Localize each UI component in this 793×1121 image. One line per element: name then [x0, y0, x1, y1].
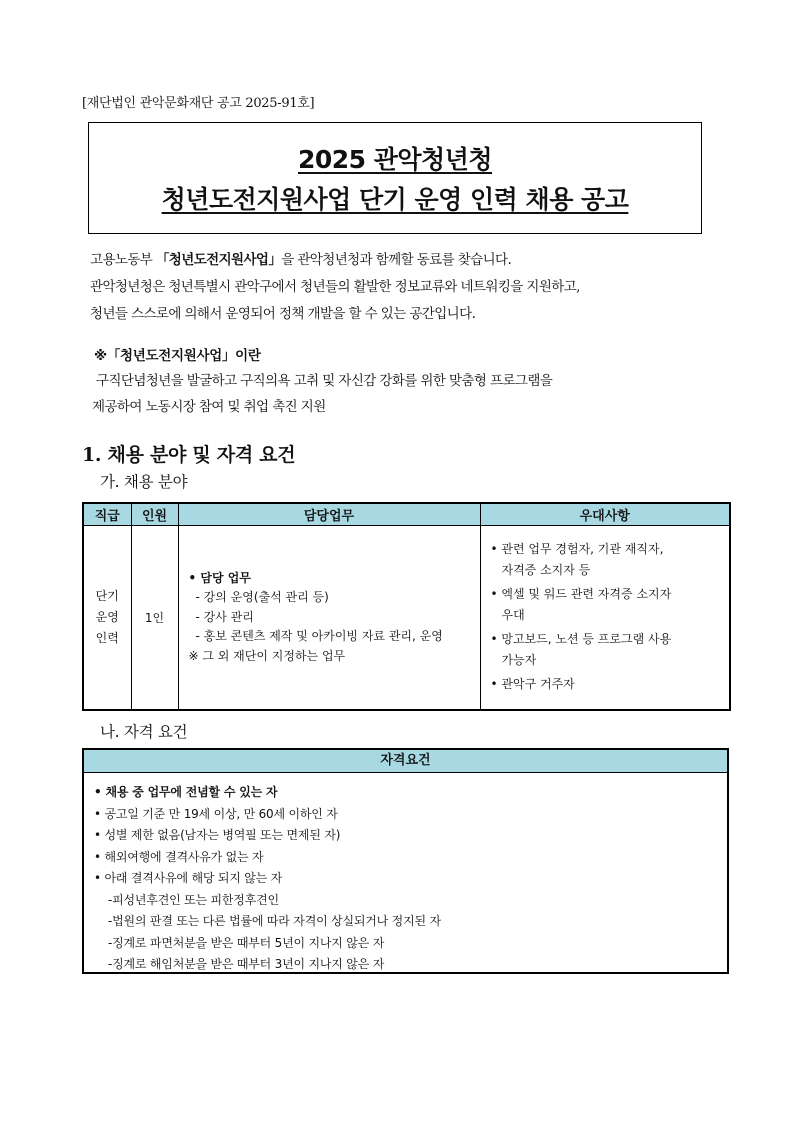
intro-line-3: 청년들 스스로에 의해서 운영되어 정책 개발을 할 수 있는 공간입니다.: [90, 306, 476, 322]
duty-note: ※ 그 외 재단이 지정하는 업무: [188, 648, 346, 663]
preference-item: [491, 629, 730, 671]
recruit-table: [82, 502, 731, 711]
preference-text: 자격증 소지자 등: [501, 562, 591, 577]
rank-text: 인력: [95, 631, 119, 645]
requirements-box: [82, 748, 729, 974]
definition-line-1: 구직단념청년을 발굴하고 구직의욕 고취 및 자신감 강화를 위한 맞춤형 프로그램을: [96, 373, 553, 389]
intro-paragraph: [90, 247, 710, 328]
duty-item: - 강의 운영(출석 관리 등): [195, 590, 329, 605]
preference-cell: [480, 526, 730, 711]
preference-text: 가능자: [501, 652, 537, 667]
program-name: 「청년도전지원사업」: [155, 252, 282, 268]
preference-text: • 관련 업무 경험자, 기관 재직자,: [490, 541, 664, 556]
rank-cell: [83, 526, 131, 711]
disqualification-item: -징계로 해임처분을 받은 때부터 3년이 지나지 않은 자: [108, 957, 385, 971]
preference-item: [491, 584, 730, 626]
table-header-row: [83, 503, 730, 526]
title-line-1: 2025 관악청년청: [297, 145, 493, 174]
requirement-item: • 채용 중 업무에 전념할 수 있는 자: [94, 785, 278, 799]
header-count: 인원: [131, 503, 178, 526]
count-cell: 1인: [131, 526, 178, 711]
rank-text: 단기: [95, 589, 119, 603]
header-rank: 직급: [83, 503, 131, 526]
title-box: [88, 122, 702, 234]
section-heading: 1. 채용 분야 및 자격 요건: [82, 444, 296, 466]
preference-item: [491, 539, 730, 581]
requirement-item: • 성별 제한 없음(남자는 병역필 또는 면제된 자): [94, 828, 341, 842]
requirements-list: [84, 773, 727, 976]
header-preference: 우대사항: [480, 503, 730, 526]
preference-text: • 엑셀 및 워드 관련 자격증 소지자: [490, 586, 672, 601]
header-duty: 담당업무: [178, 503, 480, 526]
intro-text: 을 관악청년청과 함께할 동료를 찾습니다.: [281, 252, 512, 268]
definition-title: ※「청년도전지원사업」이란: [94, 348, 261, 364]
requirement-item: • 공고일 기준 만 19세 이상, 만 60세 이하인 자: [94, 806, 338, 821]
preference-text: • 관악구 거주자: [490, 676, 575, 691]
duty-item: - 강사 관리: [195, 609, 254, 624]
definition-line-2: 제공하여 노동시장 참여 및 취업 촉진 지원: [92, 399, 326, 415]
disqualification-item: -법원의 판결 또는 다른 법률에 따라 자격이 상실되거나 정지된 자: [108, 914, 441, 928]
requirement-item: • 해외여행에 결격사유가 없는 자: [94, 849, 264, 864]
subheading-recruit-field: 가. 채용 분야: [100, 473, 188, 491]
intro-line-1: [90, 247, 710, 274]
requirements-header: 자격요건: [84, 750, 727, 773]
title-line-2: 청년도전지원사업 단기 운영 인력 채용 공고: [161, 185, 629, 214]
duty-item: - 홍보 콘텐츠 제작 및 아카이빙 자료 관리, 운영: [195, 629, 443, 644]
preference-text: 우대: [501, 607, 525, 622]
preference-text: • 망고보드, 노션 등 프로그램 사용: [490, 631, 672, 646]
rank-text: 운영: [95, 610, 119, 624]
definition-body: [92, 368, 712, 420]
preference-item: [491, 674, 730, 695]
table-row: [83, 526, 730, 711]
intro-line-2: 관악청년청은 청년특별시 관악구에서 청년들의 활발한 정보교류와 네트워킹을 지원하고,: [90, 279, 580, 295]
notice-number: [재단법인 관악문화재단 공고 2025-91호]: [82, 96, 315, 111]
subheading-qualifications: 나. 자격 요건: [100, 723, 188, 741]
intro-text: 고용노동부: [90, 252, 156, 268]
duty-heading: • 담당 업무: [188, 570, 251, 585]
disqualification-item: -징계로 파면처분을 받은 때부터 5년이 지나지 않은 자: [108, 935, 385, 950]
requirement-item: • 아래 결격사유에 해당 되지 않는 자: [94, 871, 283, 885]
disqualification-item: -피성년후견인 또는 피한정후견인: [108, 892, 279, 907]
duty-cell: [178, 526, 480, 711]
